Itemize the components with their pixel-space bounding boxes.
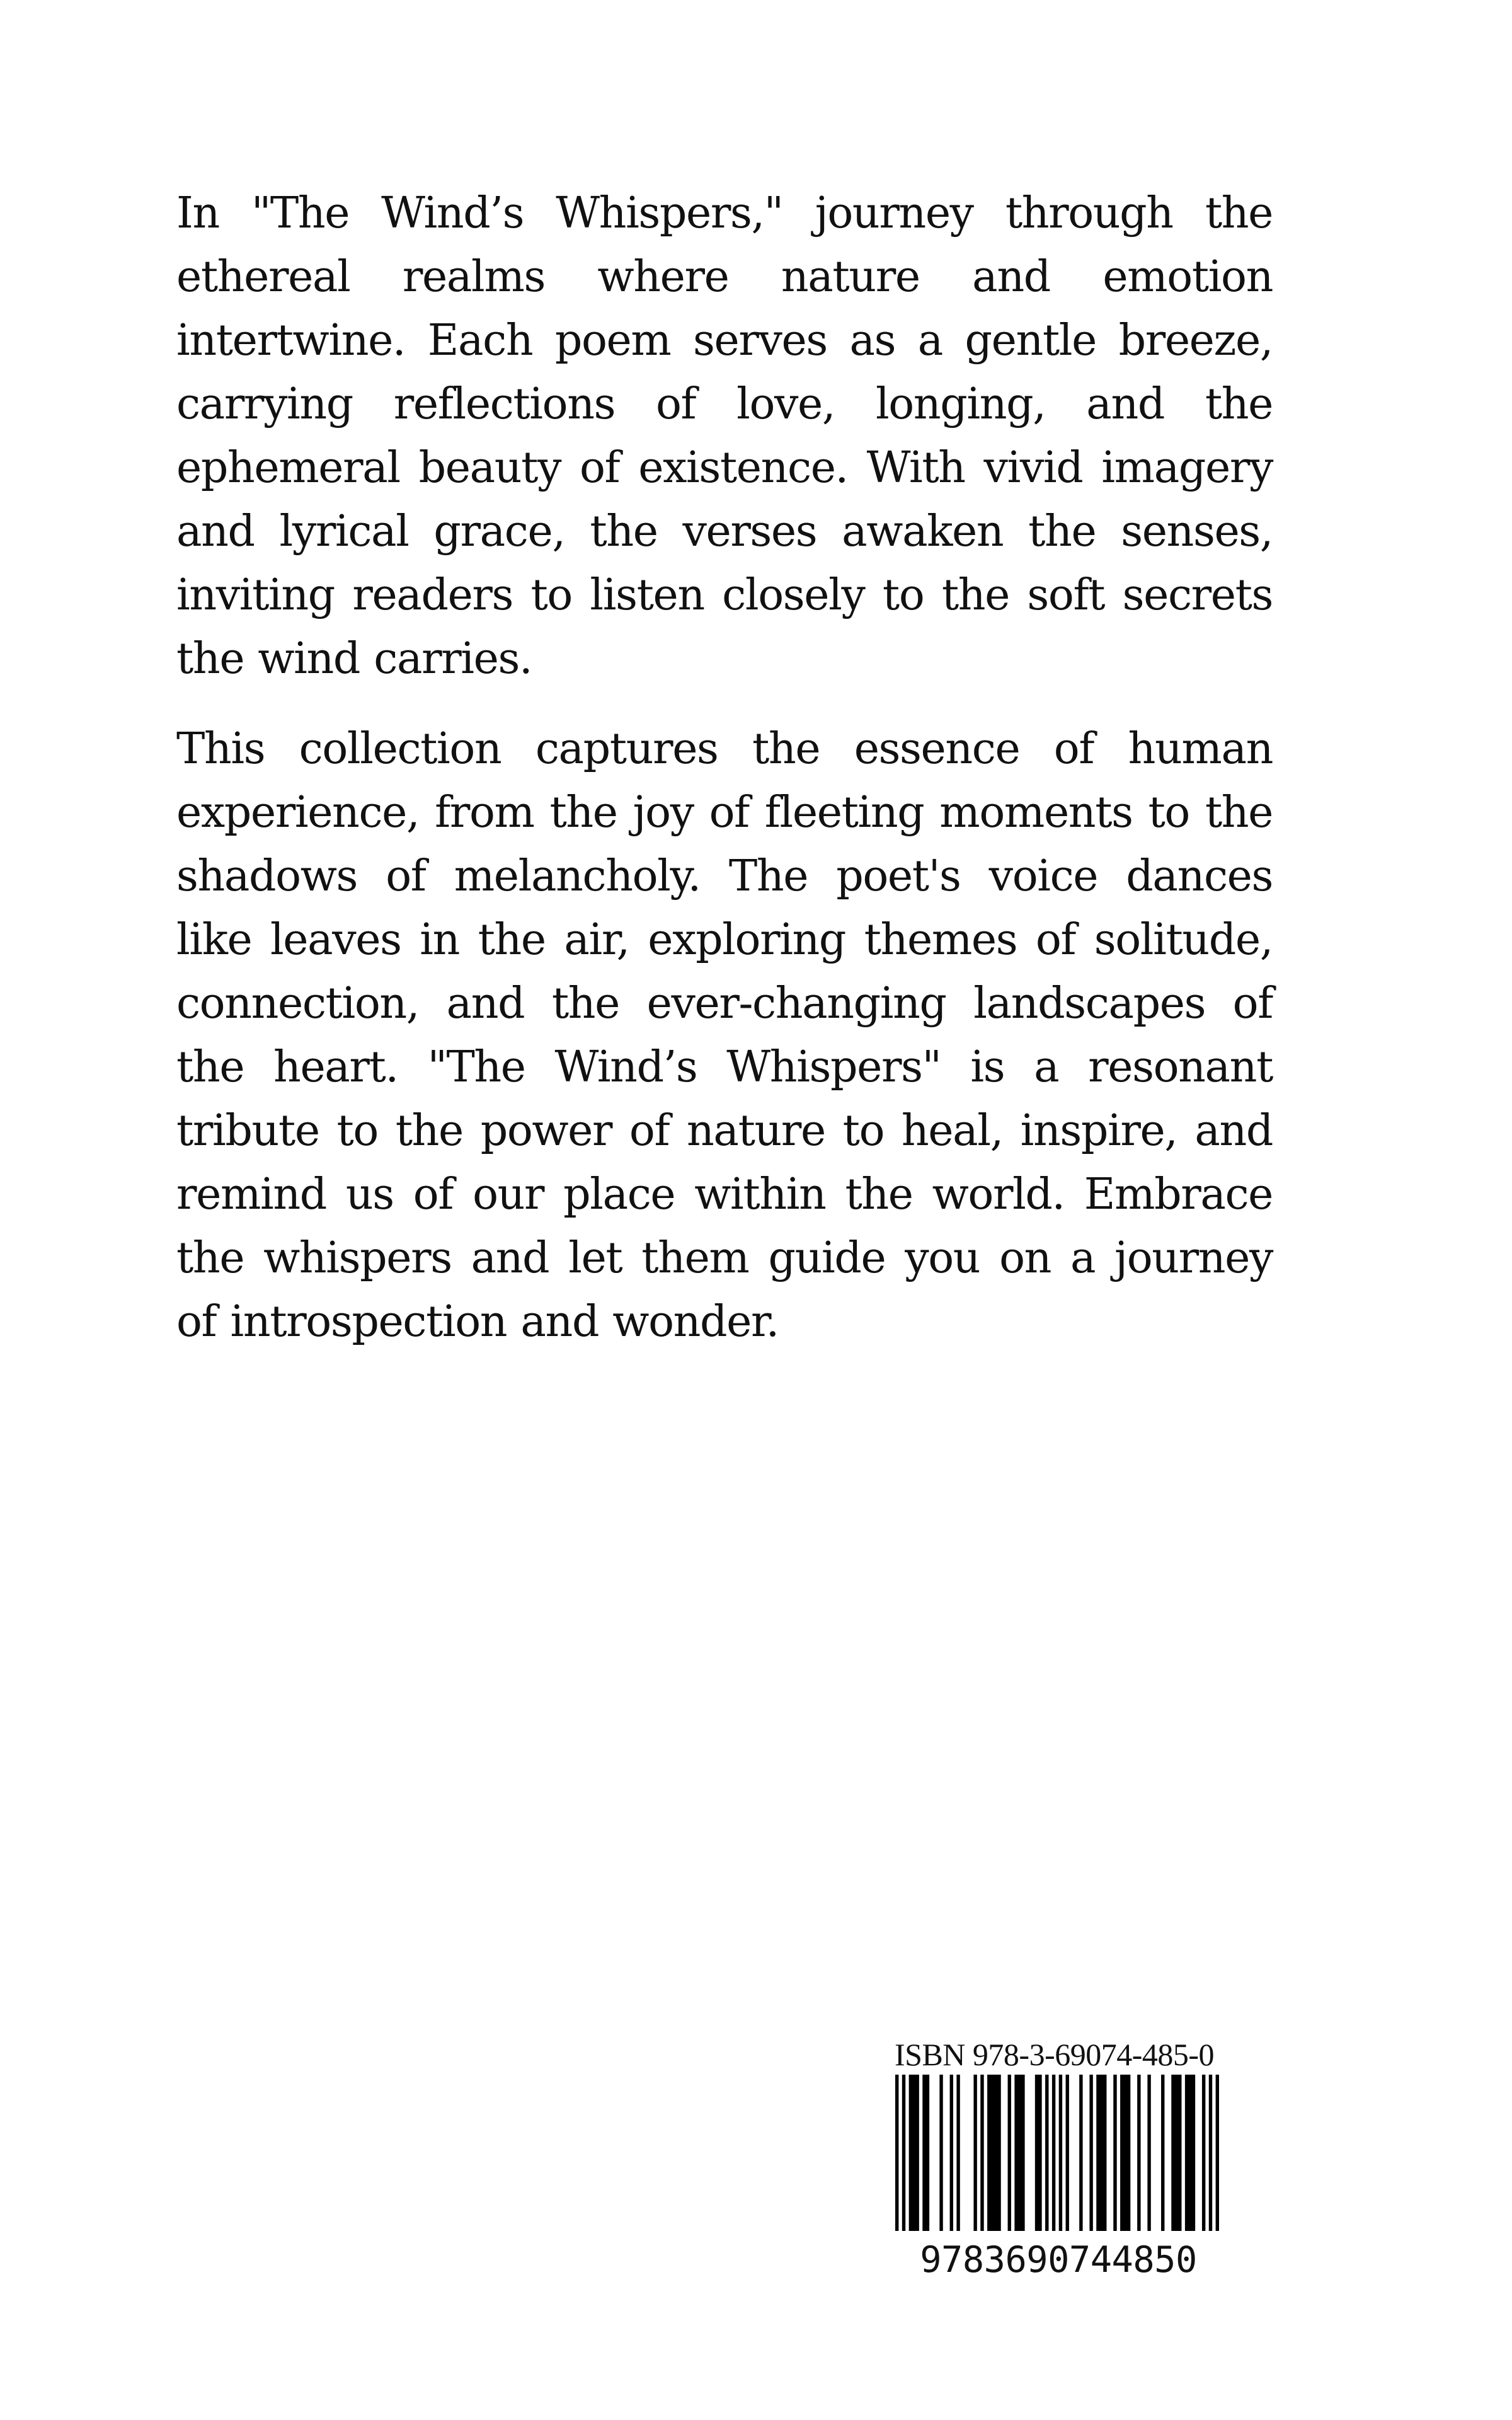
barcode-bar xyxy=(1045,2075,1048,2231)
barcode-bar xyxy=(1035,2075,1042,2231)
ean13-barcode xyxy=(895,2075,1219,2231)
barcode-bar xyxy=(1209,2075,1212,2231)
barcode-bar xyxy=(909,2075,919,2231)
barcode-bar xyxy=(973,2075,976,2231)
barcode-bar xyxy=(1052,2075,1055,2231)
barcode-bar xyxy=(939,2075,942,2231)
barcode-bar xyxy=(1066,2075,1069,2231)
barcode-bar xyxy=(902,2075,905,2231)
barcode-bar xyxy=(1161,2075,1164,2231)
barcode-bar xyxy=(1113,2075,1116,2231)
blurb-paragraph-2: This collection captures the essence of human experience, from the joy of fleeting moments to the shadows of melancholy. The poet's voice dances like leaves in the air, exploring themes of solitude, connection, and the ever-changing landscapes of the heart. "The Wind’s Whispers" is a resonant tribute to the power of nature to heal, inspire, and remind us of our place within the world. Embrace the whispers and let them guide you on a journey of introspection and wonder. xyxy=(176,724,1273,1347)
barcode-bar xyxy=(980,2075,983,2231)
barcode-bar xyxy=(1171,2075,1181,2231)
ean13-digits: 9783690744850 xyxy=(920,2239,1197,2281)
barcode-bar xyxy=(1147,2075,1150,2231)
barcode-bar xyxy=(1014,2075,1024,2231)
barcode-bar xyxy=(1089,2075,1092,2231)
barcode-bar xyxy=(950,2075,953,2231)
barcode-bar xyxy=(1008,2075,1011,2231)
barcode-bar xyxy=(922,2075,929,2231)
barcode-bar xyxy=(1185,2075,1195,2231)
barcode-bar xyxy=(1120,2075,1130,2231)
barcode-bar xyxy=(1137,2075,1140,2231)
barcode-bar xyxy=(895,2075,898,2231)
isbn-label: ISBN 978-3-69074-485-0 xyxy=(895,2037,1215,2072)
barcode-bar xyxy=(1059,2075,1062,2231)
barcode-bar xyxy=(1079,2075,1082,2231)
barcode-bar xyxy=(956,2075,959,2231)
barcode-bar xyxy=(1216,2075,1219,2231)
blurb-paragraph-1: In "The Wind’s Whispers," journey through the ethereal realms where nature and emotion intertwine. Each poem serves as a gentle breeze, carrying reflections of love, longing, and the ephemeral beauty of existence. With vivid imagery and lyrical grace, the verses awaken the senses, inviting readers to listen closely to the soft secrets the wind carries. xyxy=(176,188,1273,684)
barcode-bar xyxy=(987,2075,1001,2231)
barcode-bar xyxy=(1096,2075,1106,2231)
barcode-bar xyxy=(1202,2075,1205,2231)
blurb-text xyxy=(176,182,1273,1380)
